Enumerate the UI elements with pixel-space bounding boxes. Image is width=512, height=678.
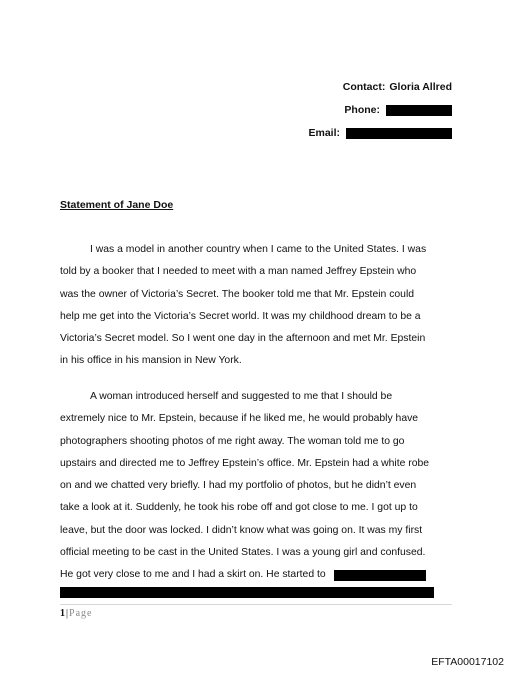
contact-label: Contact: [342,81,386,93]
paragraph-line-redacted [60,564,454,586]
paragraph-line: extremely nice to Mr. Epstein, because if he liked me, he would probably have [60,413,419,425]
page-number-separator: | [66,608,69,619]
page-word: Page [69,608,93,619]
document-id: EFTA00017102 [431,656,504,668]
paragraph-line: in his office in his mansion in New York. [60,355,242,367]
statement-title: Statement of Jane Doe [60,199,174,211]
paragraph-2 [60,386,454,587]
contact-block [232,76,452,145]
footer-divider [60,604,452,605]
paragraph-line: help me get into the Victoria’s Secret world. It was my childhood dream to be a [60,310,421,322]
inline-redaction [334,570,426,581]
paragraph-line: on and we chatted very briefly. I had my portfolio of photos, but he didn’t even [60,480,417,492]
phone-redaction [386,105,452,116]
paragraph-line: Victoria’s Secret model. So I went one day in the afternoon and met Mr. Epstein [60,333,426,345]
paragraph-line: leave, but the door was locked. I didn’t know what was going on. It was my first [60,524,423,536]
page-number-value: 1 [60,608,65,619]
contact-name: Gloria Allred [389,81,452,93]
paragraph-line: upstairs and directed me to Jeffrey Epstein’s office. Mr. Epstein had a white robe [60,457,430,469]
page-number [60,608,92,619]
email-redaction [346,128,452,139]
paragraph-line: told by a booker that I needed to meet with a man named Jeffrey Epstein who [60,266,417,278]
paragraph-line: official meeting to be cast in the United States. I was a young girl and confused. [60,547,426,559]
paragraph-1 [60,239,454,373]
email-row [232,122,452,145]
phone-label: Phone: [344,104,380,116]
contact-row [232,76,452,99]
paragraph-line: photographers shooting photos of me right away. The woman told me to go [60,435,405,447]
email-label: Email: [308,127,340,139]
paragraph-line: I was a model in another country when I came to the United States. I was [90,244,427,255]
paragraph-line-text: He got very close to me and I had a skirt on. He started to [60,569,326,581]
paragraph-line: was the owner of Victoria’s Secret. The booker told me that Mr. Epstein could [60,288,415,300]
full-line-redaction [60,587,434,598]
paragraph-line: take a look at it. Suddenly, he took his robe off and got close to me. I got up to [60,502,418,514]
phone-row [232,99,452,122]
paragraph-line: A woman introduced herself and suggested to me that I should be [90,391,393,402]
